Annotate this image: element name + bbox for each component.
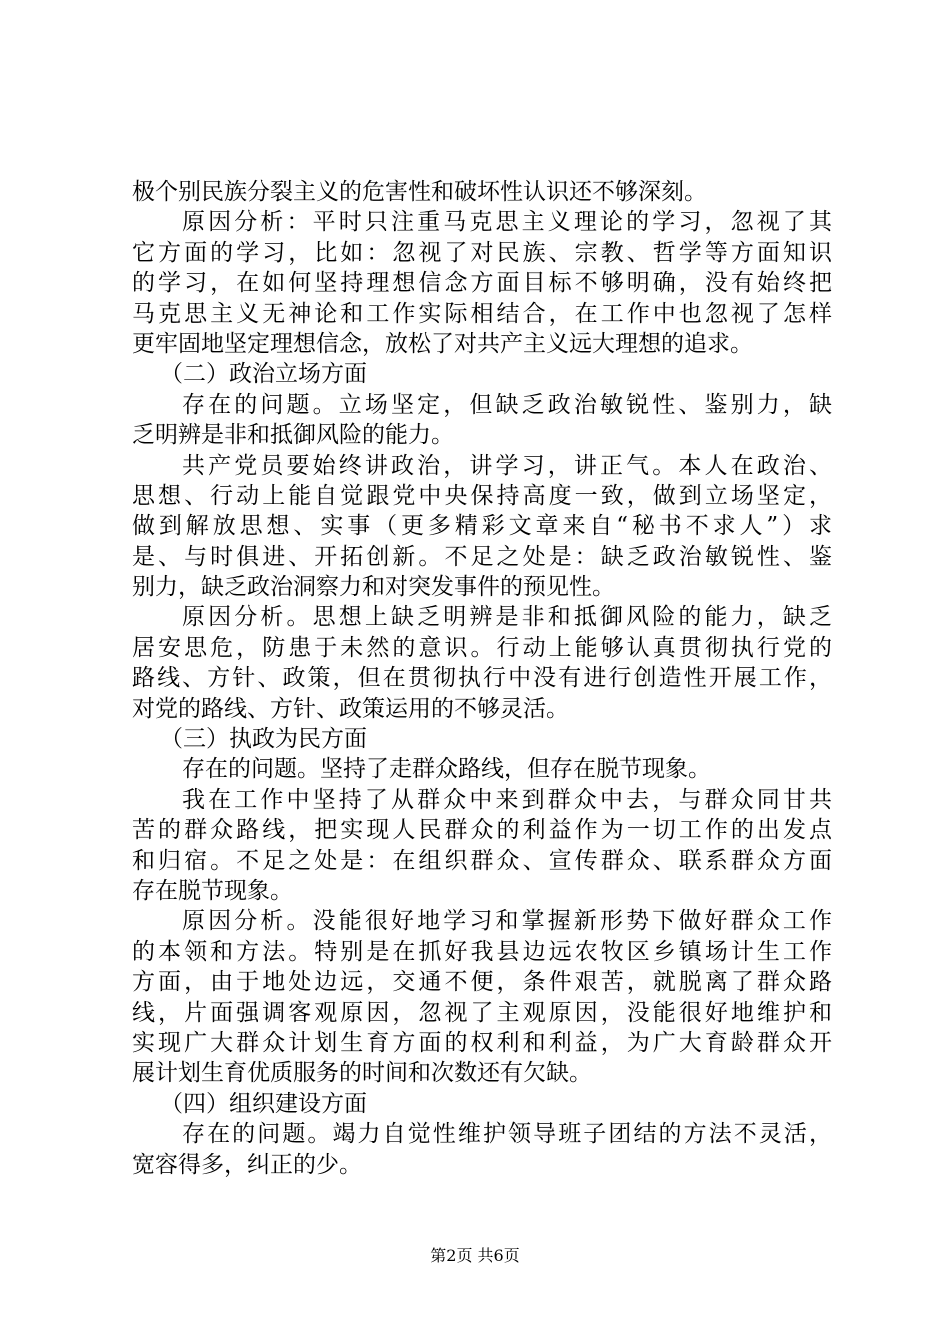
text-line: 方面，由于地处边远，交通不便，条件艰苦，就脱离了群众路 — [132, 969, 832, 996]
text-line: 做到解放思想、实事（更多精彩文章来自“秘书不求人”）求 — [132, 513, 832, 540]
text-line: 存在的问题。坚持了走群众路线，但存在脱节现象。 — [182, 756, 711, 783]
text-line: 共产党员要始终讲政治，讲学习，讲正气。本人在政治、 — [182, 452, 832, 479]
text-line: 实现广大群众计划生育方面的权利和利益，为广大育龄群众开 — [132, 1029, 832, 1056]
text-line: 乏明辨是非和抵御风险的能力。 — [132, 422, 454, 449]
text-line: （二）政治立场方面 — [160, 361, 367, 388]
text-line: 和归宿。不足之处是：在组织群众、宣传群众、联系群众方面 — [132, 847, 832, 874]
text-line: （三）执政为民方面 — [160, 726, 367, 753]
paragraph — [132, 1119, 832, 1180]
text-line: 更牢固地坚定理想信念，放松了对共产主义远大理想的追求。 — [132, 330, 753, 357]
paragraph — [132, 602, 832, 724]
paragraph — [132, 207, 832, 359]
text-line: 对党的路线、方针、政策运用的不够灵活。 — [132, 695, 569, 722]
paragraph — [132, 390, 832, 451]
paragraph — [132, 906, 832, 1088]
text-line: 是、与时俱进、开拓创新。不足之处是：缺乏政治敏锐性、鉴 — [132, 543, 832, 570]
paragraph — [132, 177, 832, 207]
text-line: 原因分析。没能很好地学习和掌握新形势下做好群众工作 — [182, 908, 832, 935]
text-line: 存在的问题。立场坚定，但缺乏政治敏锐性、鉴别力，缺 — [182, 391, 832, 418]
text-line: 原因分析。思想上缺乏明辨是非和抵御风险的能力，缺乏 — [182, 604, 832, 631]
text-line: （四）组织建设方面 — [160, 1090, 367, 1117]
section-heading — [132, 1089, 832, 1119]
text-line: 原因分析：平时只注重马克思主义理论的学习，忽视了其 — [182, 209, 832, 236]
text-line: 展计划生育优质服务的时间和次数还有欠缺。 — [132, 1060, 592, 1087]
section-heading — [132, 359, 832, 389]
paragraph — [132, 451, 832, 603]
text-line: 存在的问题。竭力自觉性维护领导班子团结的方法不灵活， — [182, 1121, 832, 1148]
section-heading — [132, 724, 832, 754]
text-line: 的本领和方法。特别是在抓好我县边远农牧区乡镇场计生工作 — [132, 938, 832, 965]
paragraph — [132, 754, 832, 784]
page-footer: 第2页 共6页 — [430, 1246, 520, 1265]
text-line: 它方面的学习，比如：忽视了对民族、宗教、哲学等方面知识 — [132, 239, 832, 266]
text-line: 宽容得多，纠正的少。 — [132, 1151, 362, 1178]
text-line: 思想、行动上能自觉跟党中央保持高度一致，做到立场坚定， — [132, 482, 832, 509]
document-body — [132, 177, 832, 1180]
text-line: 居安思危，防患于未然的意识。行动上能够认真贯彻执行党的 — [132, 634, 832, 661]
text-line: 存在脱节现象。 — [132, 877, 293, 904]
text-line: 路线、方针、政策，但在贯彻执行中没有进行创造性开展工作， — [132, 665, 832, 692]
paragraph — [132, 785, 832, 907]
text-line: 的学习，在如何坚持理想信念方面目标不够明确，没有始终把 — [132, 270, 832, 297]
text-line: 我在工作中坚持了从群众中来到群众中去，与群众同甘共 — [182, 786, 832, 813]
text-line: 别力，缺乏政治洞察力和对突发事件的预见性。 — [132, 574, 615, 601]
text-line: 苦的群众路线，把实现人民群众的利益作为一切工作的出发点 — [132, 817, 832, 844]
text-line: 极个别民族分裂主义的危害性和破坏性认识还不够深刻。 — [132, 179, 707, 205]
text-line: 线，片面强调客观原因，忽视了主观原因，没能很好地维护和 — [132, 999, 832, 1026]
text-line: 马克思主义无神论和工作实际相结合，在工作中也忽视了怎样 — [132, 300, 832, 327]
